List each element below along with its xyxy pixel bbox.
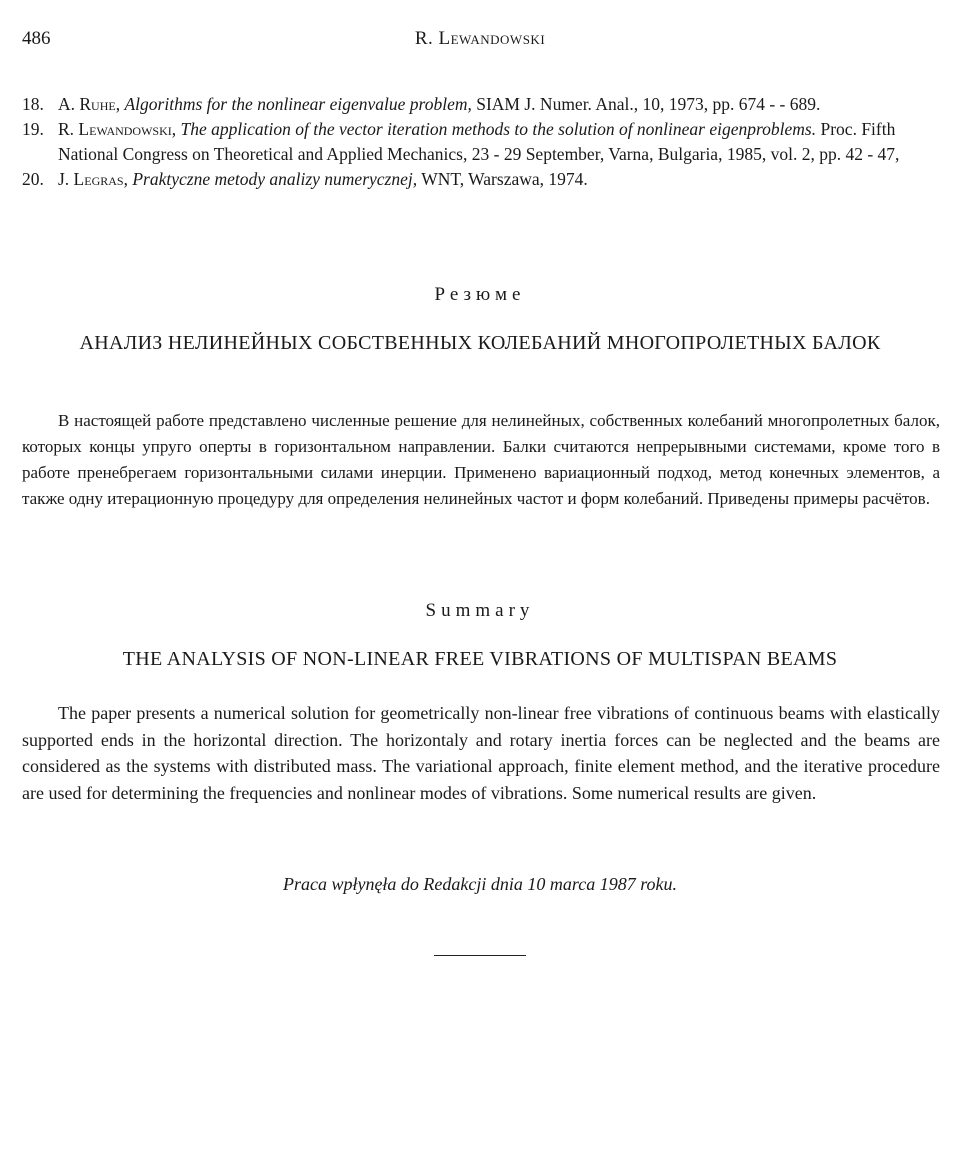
running-head-author: R. Lewandowski — [414, 28, 546, 49]
reference-title: The application of the vector iteration methods to the solution of nonlinear eigenproblems. — [180, 119, 817, 139]
reference-list — [22, 92, 942, 192]
page-number: 486 — [22, 28, 51, 49]
reference-author: A. Ruhe, — [58, 94, 121, 114]
reference-item — [22, 117, 942, 167]
running-head — [22, 28, 938, 58]
received-date-note: Praca wpłynęła do Redakcji dnia 10 marca 1987 roku. — [282, 874, 678, 894]
english-summary-label: Summary — [425, 600, 535, 621]
reference-details: Proc. Fifth National Congress on Theoretical and Applied Mechanics, 23 - 29 September, Varna, Bulgaria, 1985, vol. 2, pp. 42 - 47, — [58, 119, 900, 164]
reference-number: 19. — [22, 119, 44, 139]
reference-number: 18. — [22, 94, 44, 114]
english-summary-body: The paper presents a numerical solution for geometrically non-linear free vibrations of continuous beams with elastically supported ends in the horizontal direction. The horizontaly and rotary inertia forces can be neglected and the beams are considered as the systems with distributed mass. The variational approach, finite element method, and the iterative procedure are used for determining the frequencies and nonlinear modes of vibrations. Some numerical results are given. — [22, 703, 940, 803]
reference-item — [22, 92, 942, 117]
reference-author: R. Lewandowski, — [58, 119, 177, 139]
russian-abstract-label: Резюме — [434, 284, 526, 305]
reference-author: J. Legras, — [58, 169, 128, 189]
reference-item — [22, 167, 942, 192]
reference-details: SIAM J. Numer. Anal., 10, 1973, pp. 674 - - 689. — [476, 94, 821, 114]
reference-details: WNT, Warszawa, 1974. — [421, 169, 588, 189]
reference-title: Praktyczne metody analizy numerycznej, — [132, 169, 418, 189]
russian-abstract-body: В настоящей работе представлено численные решение для нелинейных, собственных колебаний многопролетных балок, которых концы упруго оперты в горизонтальном направлении. Балки считаются непрерывными системами, кроме того в работе пренебрегаем горизонтальными силами инерции. Применено вариационный подход, метод конечных элементов, а также одну итерационную процедуру для определения нелинейных частот и форм колебаний. Приведены примеры расчётов. — [22, 411, 940, 508]
russian-abstract-title: АНАЛИЗ НЕЛИНЕЙНЫХ СОБСТВЕННЫХ КОЛЕБАНИЙ МНОГОПРОЛЕТНЫХ БАЛОК — [79, 332, 881, 354]
reference-title: Algorithms for the nonlinear eigenvalue problem, — [124, 94, 472, 114]
reference-number: 20. — [22, 169, 44, 189]
end-rule — [434, 955, 526, 956]
english-summary-title: THE ANALYSIS OF NON-LINEAR FREE VIBRATIONS OF MULTISPAN BEAMS — [122, 648, 838, 670]
